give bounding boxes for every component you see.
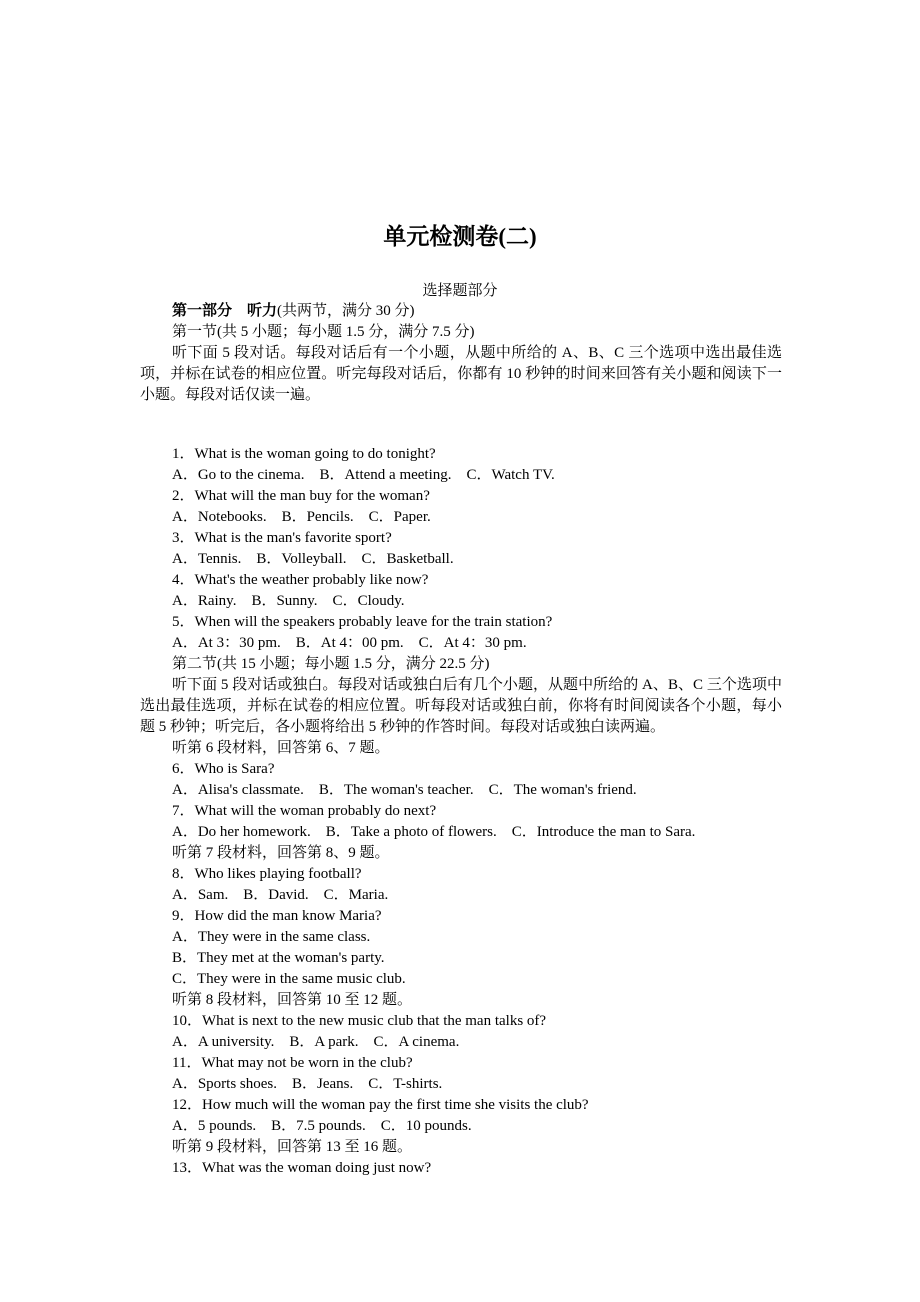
page-subtitle: 选择题部分 — [422, 283, 498, 299]
question-line: 听第 6 段材料，回答第 6、7 题。 — [172, 740, 390, 756]
part1-label: 第一部分 听力 — [172, 303, 278, 319]
question-line: 3．What is the man's favorite sport? — [172, 530, 392, 546]
question-line: 9．How did the man know Maria? — [172, 908, 382, 924]
question-line: A．They were in the same class. — [172, 929, 371, 945]
question-line: C．They were in the same music club. — [172, 971, 406, 987]
question-line: 听第 7 段材料，回答第 8、9 题。 — [172, 845, 390, 861]
question-line: 12．How much will the woman pay the first time she visits the club? — [172, 1097, 589, 1113]
question-line: A．At 3：30 pm. B．At 4：00 pm. C．At 4：30 pm. — [172, 635, 527, 651]
question-line: A．A university. B．A park. C．A cinema. — [172, 1034, 460, 1050]
question-line: A．Alisa's classmate. B．The woman's teacher. C．The woman's friend. — [172, 782, 637, 798]
section1-heading: 第一节(共 5 小题；每小题 1.5 分，满分 7.5 分) — [172, 324, 475, 340]
question-line: A．Sports shoes. B．Jeans. C．T-shirts. — [172, 1076, 443, 1092]
section2-instructions-block — [140, 675, 782, 738]
question-line: 4．What's the weather probably like now? — [172, 572, 429, 588]
part1-heading — [140, 301, 782, 322]
question-line: A．5 pounds. B．7.5 pounds. C．10 pounds. — [172, 1118, 472, 1134]
question-line: 听第 9 段材料，回答第 13 至 16 题。 — [172, 1139, 413, 1155]
question-line: 7．What will the woman probably do next? — [172, 803, 437, 819]
question-line: B．They met at the woman's party. — [172, 950, 385, 966]
question-line: 2．What will the man buy for the woman? — [172, 488, 430, 504]
question-line: 13．What was the woman doing just now? — [172, 1160, 432, 1176]
question-line: 11．What may not be worn in the club? — [172, 1055, 413, 1071]
question-line: 6．Who is Sara? — [172, 761, 275, 777]
part1-label-suffix: (共两节，满分 30 分) — [277, 303, 415, 319]
question-line: 1．What is the woman going to do tonight? — [172, 446, 436, 462]
question-line: 听第 8 段材料，回答第 10 至 12 题。 — [172, 992, 413, 1008]
question-line: 10．What is next to the new music club that the man talks of? — [172, 1013, 547, 1029]
section1-questions — [140, 444, 782, 675]
section2-instructions: 听下面 5 段对话或独白。每段对话或独白后有几个小题，从题中所给的 A、B、C 三个选项中选出最佳选项，并标在试卷的相应位置。听每段对话或独白前，你将有时间阅读各个小题，每小题 5 秒钟；听完后，各小题将给出 5 秒钟的作答时间。每段对话或独白读两遍。 — [140, 677, 782, 735]
section2-questions — [140, 738, 782, 1179]
question-line: 8．Who likes playing football? — [172, 866, 362, 882]
question-line: 5．When will the speakers probably leave for the train station? — [172, 614, 553, 630]
question-line: A．Rainy. B．Sunny. C．Cloudy. — [172, 593, 405, 609]
part1-header — [140, 301, 782, 406]
question-line: A．Go to the cinema. B．Attend a meeting. C．Watch TV. — [172, 467, 555, 483]
question-line: A．Tennis. B．Volleyball. C．Basketball. — [172, 551, 454, 567]
question-line: A．Notebooks. B．Pencils. C．Paper. — [172, 509, 431, 525]
question-line: A．Do her homework. B．Take a photo of flowers. C．Introduce the man to Sara. — [172, 824, 696, 840]
page-title: 单元检测卷(二) — [383, 224, 537, 249]
section1-instructions: 听下面 5 段对话。每段对话后有一个小题，从题中所给的 A、B、C 三个选项中选出最佳选项，并标在试卷的相应位置。听完每段对话后，你都有 10 秒钟的时间来回答有关小题和阅读下一小题。每段对话仅读一遍。 — [140, 345, 782, 403]
question-line: 第二节(共 15 小题；每小题 1.5 分，满分 22.5 分) — [172, 656, 490, 672]
question-line: A．Sam. B．David. C．Maria. — [172, 887, 389, 903]
